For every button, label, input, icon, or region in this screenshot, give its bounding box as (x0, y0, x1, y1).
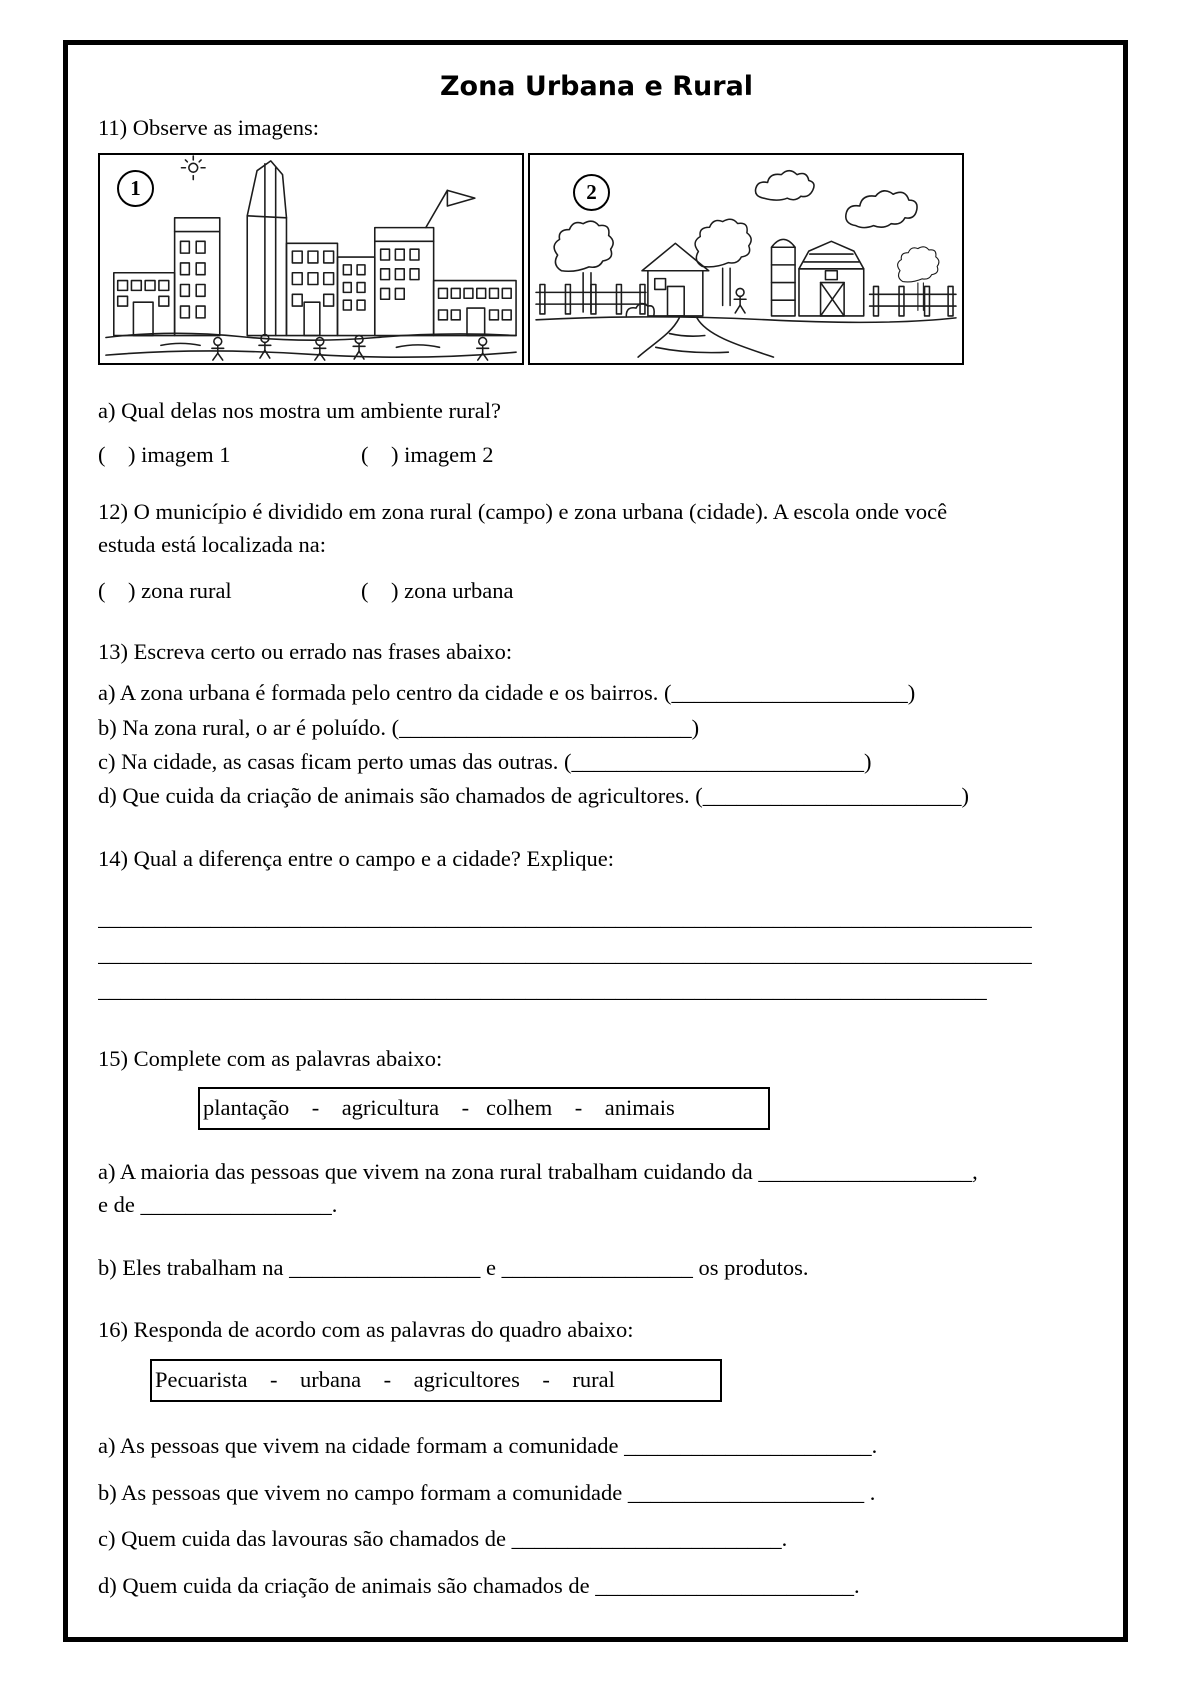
q12-prompt-line-2: estuda está localizada na: (98, 531, 327, 557)
image-1-number-badge: 1 (117, 170, 154, 207)
q13-prompt: 13) Escreva certo ou errado nas frases abaixo: (98, 638, 513, 664)
q15-item-b: b) Eles trabalham na _________________ e _________________ os produtos. (98, 1254, 809, 1280)
q15-prompt: 15) Complete com as palavras abaixo: (98, 1045, 443, 1071)
q11a-option-imagem-2: ( ) imagem 2 (361, 442, 494, 468)
barn (799, 241, 864, 316)
q11a-option-imagem-1: ( ) imagem 1 (98, 442, 231, 468)
q13-items (98, 676, 1095, 813)
trees (554, 219, 939, 312)
q11a-prompt: a) Qual delas nos mostra um ambiente rural? (98, 397, 501, 423)
q16-item-b: b) As pessoas que vivem no campo formam a comunidade _____________________ . (98, 1479, 876, 1505)
q15-word-box: plantação - agricultura - colhem - animais (198, 1087, 770, 1130)
person (734, 288, 746, 313)
image-2-number-badge: 2 (573, 174, 610, 211)
worksheet-border-frame (63, 40, 1128, 1642)
q14-answer-line-2: ___________________________________________________________________________________ (98, 941, 1032, 965)
q14-answer-line-3: _______________________________________________________________________________ (98, 977, 987, 1001)
q12-prompt (98, 496, 1095, 561)
urban-scene-illustration (100, 155, 522, 363)
q16-item-a: a) As pessoas que vivem na cidade formam a comunidade ______________________. (98, 1432, 878, 1458)
q12-option-zona-urbana: ( ) zona urbana (361, 578, 514, 604)
q11-prompt: 11) Observe as imagens: (98, 115, 319, 140)
q14-prompt: 14) Qual a diferença entre o campo e a cidade? Explique: (98, 846, 614, 872)
q13-item-a: a) A zona urbana é formada pelo centro da cidade e os bairros. (_____________________) (98, 680, 916, 706)
house (642, 243, 709, 316)
image-2-rural-scene-box (528, 153, 964, 365)
q15-item-a-line-1: a) A maioria das pessoas que vivem na zona rural trabalham cuidando da ___________________, (98, 1159, 978, 1185)
path (638, 317, 773, 356)
fence (536, 284, 956, 315)
q13-item-b: b) Na zona rural, o ar é poluído. (__________________________) (98, 714, 700, 740)
q15-item-a-line-2: e de _________________. (98, 1192, 338, 1217)
q11a-options (98, 439, 1095, 472)
q12-options (98, 575, 1095, 608)
q16-item-c: c) Quem cuida das lavouras são chamados de ________________________. (98, 1526, 788, 1552)
q16-word-box-wrap (150, 1359, 1095, 1402)
q14-answer-line-1: ___________________________________________________________________________________ (98, 905, 1032, 929)
flag-icon (426, 190, 475, 227)
q12-prompt-line-1: 12) O município é dividido em zona rural (campo) e zona urbana (cidade). A escola onde você (98, 498, 948, 524)
q15-item-a (98, 1156, 1095, 1221)
silo (772, 239, 796, 316)
q11-images-row (98, 153, 1095, 365)
buildings (114, 161, 516, 336)
worksheet-title: Zona Urbana e Rural (439, 71, 754, 102)
q16-items (98, 1430, 1095, 1603)
q13-item-c: c) Na cidade, as casas ficam perto umas das outras. (__________________________) (98, 748, 872, 774)
q13-item-d: d) Que cuida da criação de animais são chamados de agricultores. (_______________________) (98, 782, 969, 808)
q15-word-box-wrap (198, 1087, 1095, 1130)
image-1-urban-scene-box (98, 153, 524, 365)
q16-prompt: 16) Responda de acordo com as palavras do quadro abaixo: (98, 1317, 634, 1343)
clouds (755, 170, 917, 227)
sun-icon (181, 156, 205, 180)
ground (106, 333, 516, 357)
q12-option-zona-rural: ( ) zona rural (98, 578, 232, 604)
q16-item-d: d) Quem cuida da criação de animais são chamados de _______________________. (98, 1572, 860, 1598)
q16-word-box: Pecuarista - urbana - agricultores - rural (150, 1359, 722, 1402)
